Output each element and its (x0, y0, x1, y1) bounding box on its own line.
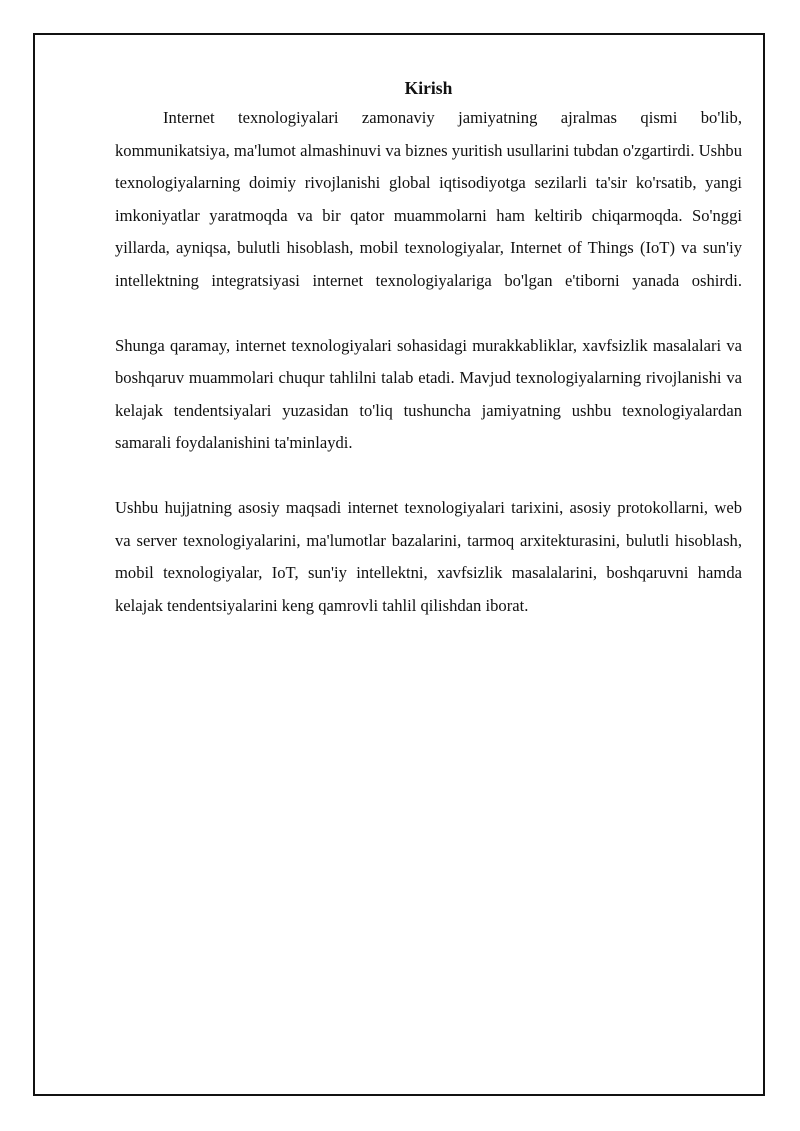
document-title: Kirish (404, 78, 453, 98)
document-body (115, 76, 742, 622)
paragraph-purpose: Ushbu hujjatning asosiy maqsadi internet texnologiyalari tarixini, asosiy protokollarni, web va server texnologiyalarini, ma'lumotlar bazalarini, tarmoq arxitekturasini, bulutli hisoblash, mobil texnologiyalar, IoT, sun'iy intellektni, xavfsizlik masalalarini, boshqaruvni hamda kelajak tendentsiyalarini keng qamrovli tahlil qilishdan iborat. (115, 498, 742, 615)
paragraph-spacer (115, 460, 742, 493)
paragraph-spacer (115, 297, 742, 330)
paragraph-intro: Internet texnologiyalari zamonaviy jamiyatning ajralmas qismi bo'lib, kommunikatsiya, ma'lumot almashinuvi va biznes yuritish usullarini tubdan o'zgartirdi. Ushbu texnologiyalarning doimiy rivojlanishi global iqtisodiyotga sezilarli ta'sir ko'rsatib, yangi imkoniyatlar yaratmoqda va bir qator muammolarni ham keltirib chiqarmoqda. So'nggi yillarda, ayniqsa, bulutli hisoblash, mobil texnologiyalar, Internet of Things (IoT) va sun'iy intellektning integratsiyasi internet texnologiyalariga bo'lgan e'tiborni yanada oshirdi. (115, 108, 742, 290)
paragraph-challenges: Shunga qaramay, internet texnologiyalari sohasidagi murakkabliklar, xavfsizlik masalalari va boshqaruv muammolari chuqur tahlilni talab etadi. Mavjud texnologiyalarning rivojlanishi va kelajak tendentsiyalari yuzasidan to'liq tushuncha jamiyatning ushbu texnologiyalardan samarali foydalanishini ta'minlaydi. (115, 335, 742, 452)
